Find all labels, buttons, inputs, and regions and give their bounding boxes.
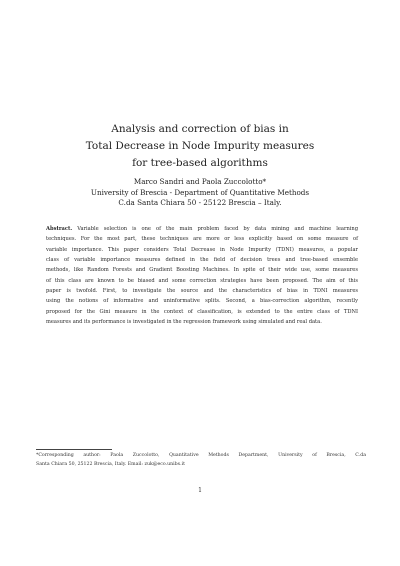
paper-title — [0, 121, 400, 172]
page-number: 1 — [198, 487, 202, 494]
footnote — [36, 451, 366, 469]
title-line-3: for tree-based algorithms — [132, 157, 268, 169]
author-names: Marco Sandri and Paola Zuccolotto* — [133, 177, 267, 186]
footnote-line: Santa Chiara 50, 25122 Brescia, Italy. Email: zuk@eco.unibs.it — [36, 462, 185, 467]
author-block — [0, 177, 400, 209]
abstract-line: methods, like Random Forests and Gradient Boosting Machines. In spite of their wide use, some measures — [46, 267, 358, 274]
abstract-line: class of variable importance measures defined in the field of decision trees and tree-based ensemble — [46, 257, 358, 264]
title-line-2: Total Decrease in Node Impurity measures — [85, 140, 315, 152]
abstract-line: using the notions of informative and uninformative splits. Second, a bias-correction algorithm, recently — [46, 298, 358, 305]
abstract-line: techniques. For the most part, these techniques are more or less explicitly based on some measure of — [46, 236, 358, 243]
abstract-line: variable importance. This paper considers Total Decrease in Node Impurity (TDNI) measures, a popular — [46, 246, 358, 253]
abstract-line: measures and its performance is investigated in the regression framework using simulated and real data. — [46, 319, 322, 326]
author-address: C.da Santa Chiara 50 - 25122 Brescia – Italy. — [118, 198, 282, 208]
abstract-line: of this class are known to be biased and some correction strategies have been proposed. The aim of this — [46, 277, 358, 284]
footnote-line: *Corresponding author: Paola Zuccolotto, Quantitative Methods Department, University of Brescia, C.da — [36, 453, 366, 458]
abstract-line: paper is twofold. First, to investigate the source and the characteristics of bias in TDNI measures — [46, 288, 358, 295]
abstract-line: proposed for the Gini measure in the context of classification, is extended to the entire class of TDNI — [46, 308, 358, 315]
abstract-label: Abstract. — [46, 226, 73, 232]
footnote-divider — [36, 449, 112, 450]
abstract-line-text: Variable selection is one of the main problem faced by data mining and machine learning — [77, 226, 358, 232]
title-line-1: Analysis and correction of bias in — [111, 123, 289, 135]
abstract — [46, 224, 358, 327]
abstract-line — [46, 224, 358, 234]
author-affiliation: University of Brescia - Department of Quantitative Methods — [90, 187, 310, 197]
